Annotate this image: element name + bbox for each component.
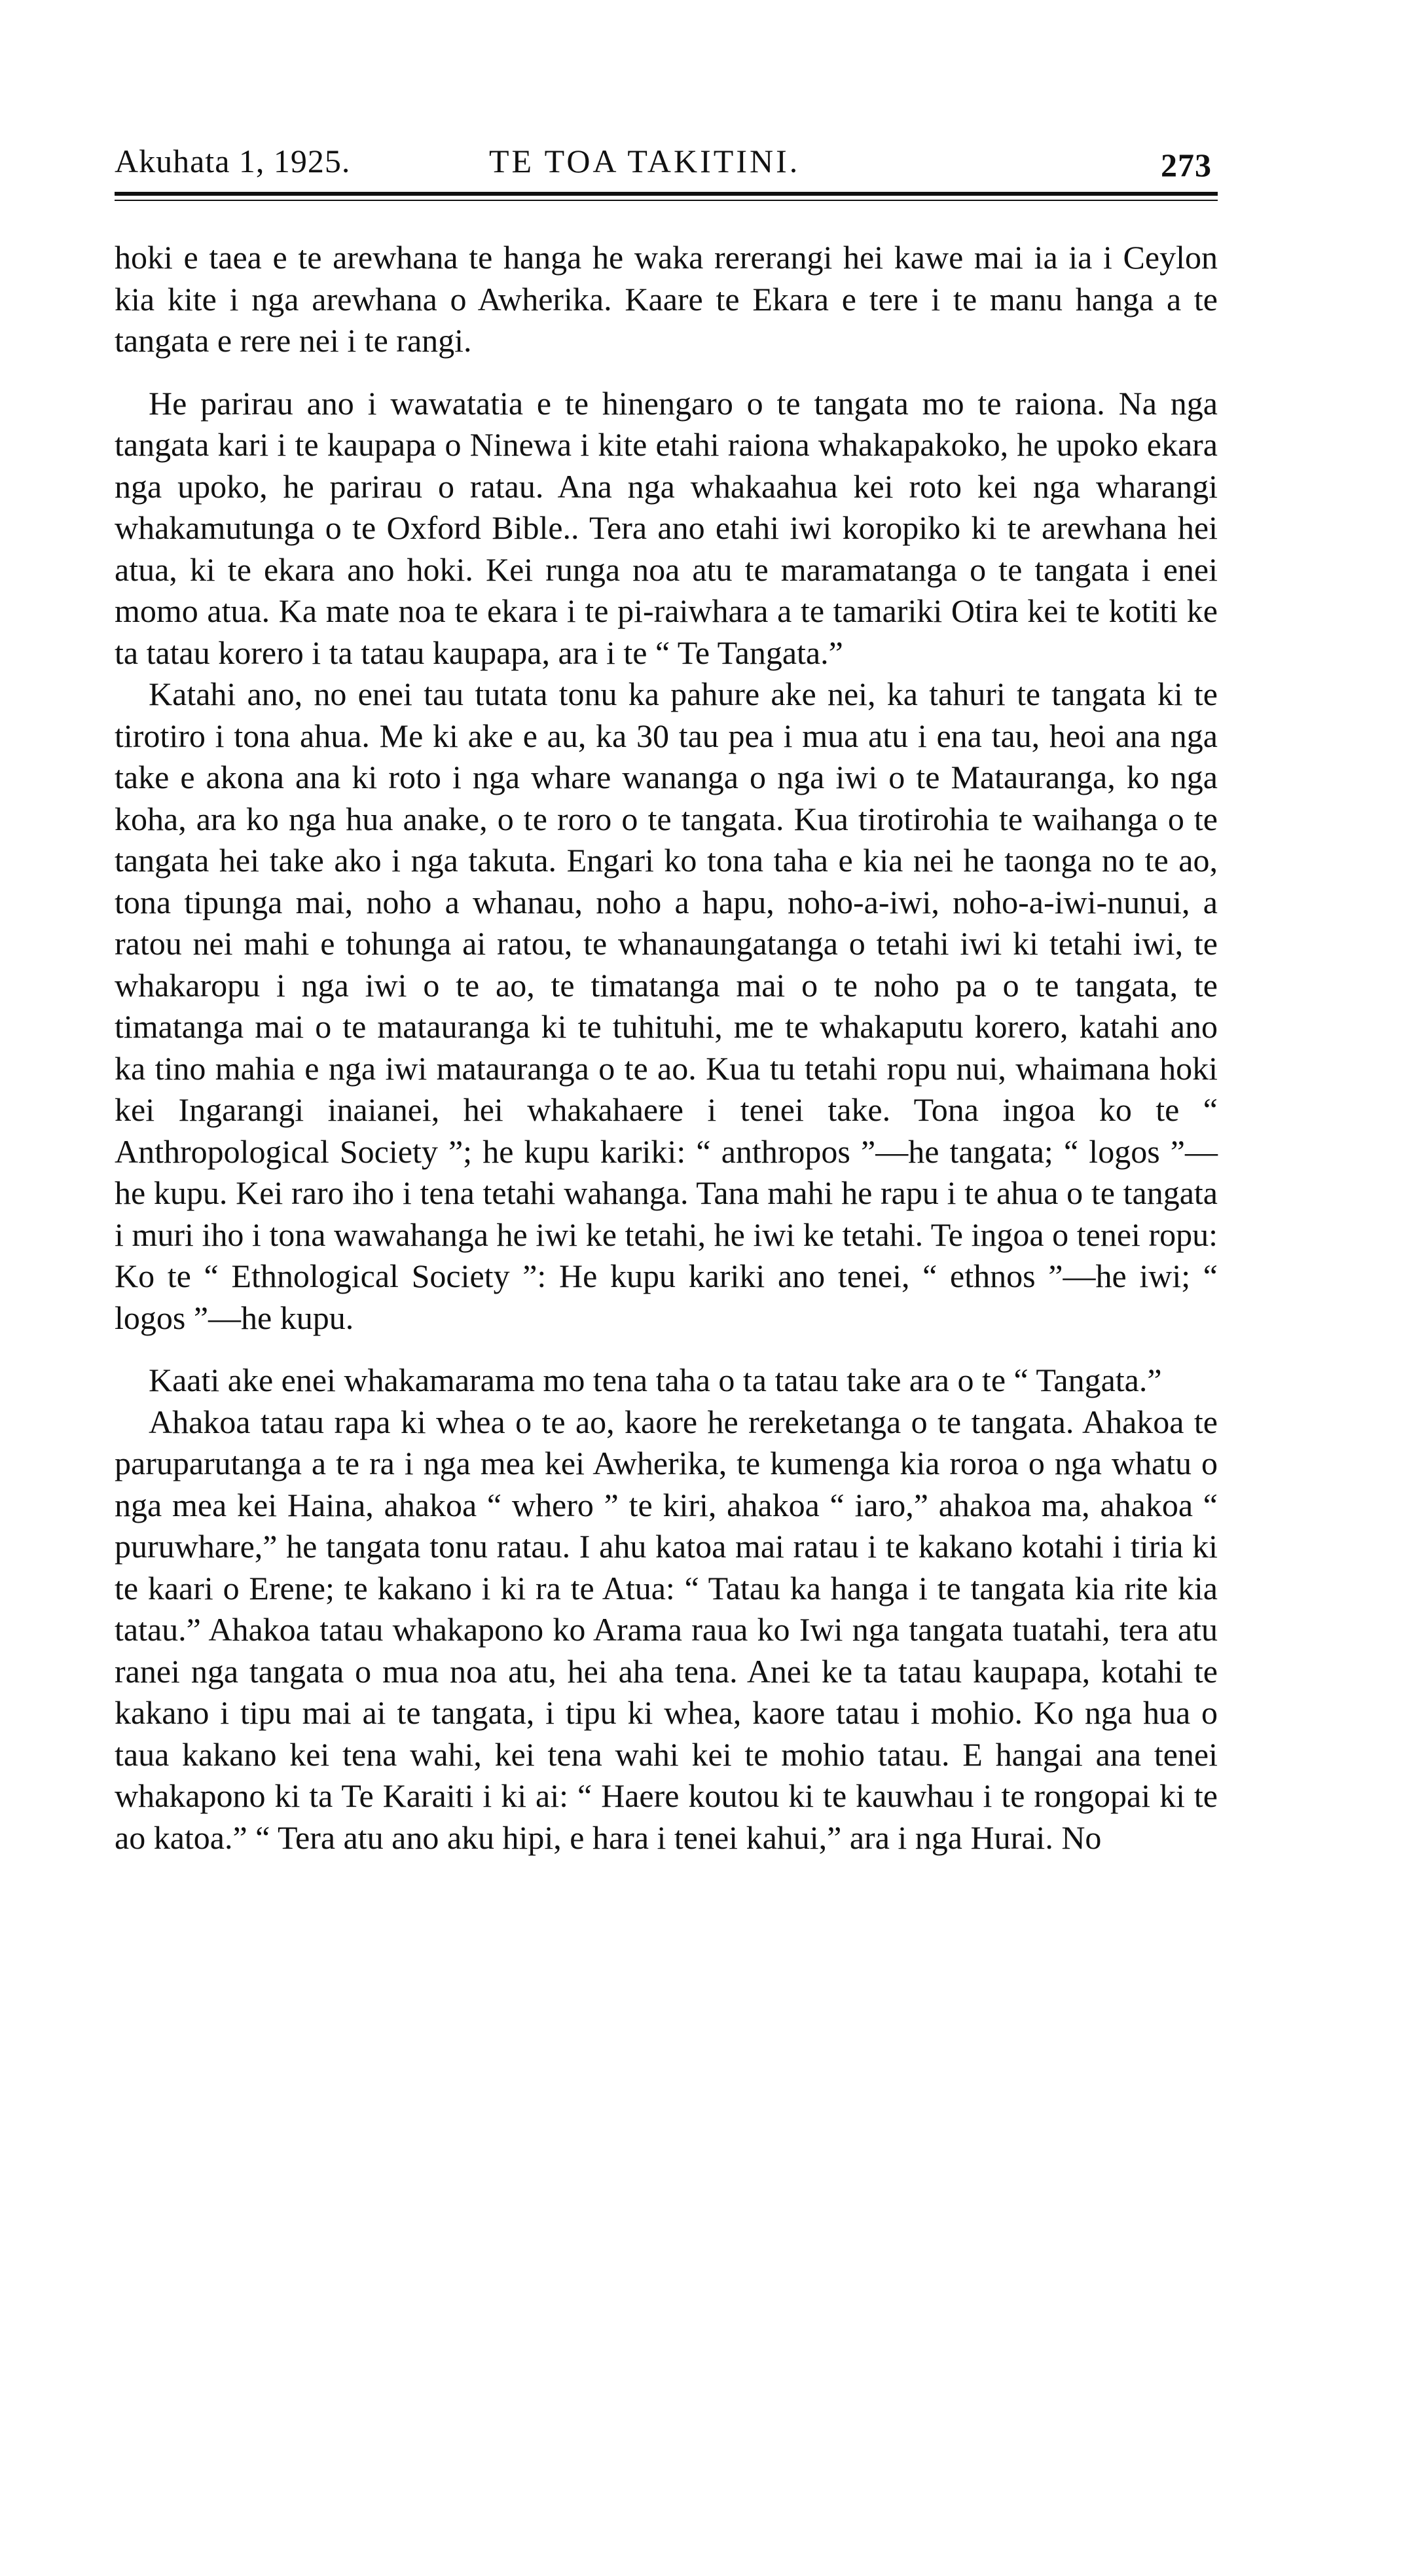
header-rule-thick [115, 192, 1218, 196]
publication-title: TE TOA TAKITINI. [489, 143, 801, 179]
header-rule-thin [115, 200, 1218, 201]
page-number: 273 [1161, 147, 1212, 183]
paragraph: Kaati ake enei whakamarama mo tena taha o ta tatau take ara o te “ Tangata.” [149, 1362, 1162, 1398]
issue-date: Akuhata 1, 1925. [115, 143, 351, 179]
body-text [115, 237, 1218, 1859]
paragraph-continuation: hoki e taea e te arewhana te hanga he waka rererangi hei kawe mai ia ia i Ceylon kia kite i nga arewhana o Awherika. Kaare te Ekara e tere i te manu hanga a te tangata e rere nei i te rangi. [115, 239, 1218, 359]
paragraph: He parirau ano i wawatatia e te hinengaro o te tangata mo te raiona. Na nga tangata kari i te kaupapa o Ninewa i kite etahi raiona whakapakoko, he upoko ekara nga upoko, he parirau o ratau. Ana nga whakaahua kei roto kei nga wharangi whakamutunga o te Oxford Bible.. Tera ano etahi iwi koropiko ki te arewhana hei atua, ki te ekara ano hoki. Kei runga noa atu te maramatanga o te tangata i enei momo atua. Ka mate noa te ekara i te pi-raiwhara a te tamariki Otira kei te kotiti ke ta tatau korero i ta tatau kaupapa, ara i te “ Te Tangata.” [115, 384, 1218, 671]
paragraph: Ahakoa tatau rapa ki whea o te ao, kaore he rereketanga o te tangata. Ahakoa te paruparutanga a te ra i nga mea kei Awherika, te kumenga kia roroa o nga whatu o nga mea kei Haina, ahakoa “ whero ” te kiri, ahakoa “ iaro,” ahakoa ma, ahakoa “ puruwhare,” he tangata tonu ratau. I ahu katoa mai ratau i te kakano kotahi i tiria ki te kaari o Erene; te kakano i ki ra te Atua: “ Tatau ka hanga i te tangata kia rite kia tatau.” Ahakoa tatau whakapono ko Arama raua ko Iwi nga tangata tuatahi, tera atu ranei nga tangata o mua noa atu, hei aha tena. Anei ke ta tatau kaupapa, kotahi te kakano i tipu mai ai te tangata, i tipu ki whea, kaore tatau i mohio. Ko nga hua o taua kakano kei tena wahi, kei tena wahi kei te mohio tatau. E hangai ana tenei whakapono ki ta Te Karaiti i ki ai: “ Haere koutou ki te kauwhau i te rongopai ki te ao katoa.” “ Tera atu ano aku hipi, e hara i tenei kahui,” ara i nga Hurai. No [115, 1403, 1218, 1856]
paragraph: Katahi ano, no enei tau tutata tonu ka pahure ake nei, ka tahuri te tangata ki te tirotiro i tona ahua. Me ki ake e au, ka 30 tau pea i mua atu i ena tau, heoi ana nga take e akona ana ki roto i nga whare wananga o nga iwi o te Matauranga, ko nga koha, ara ko nga hua anake, o te roro o te tangata. Kua tirotirohia te waihanga o te tangata hei take ako i nga takuta. Engari ko tona taha e kia nei he taonga no te ao, tona tipunga mai, noho a whanau, noho a hapu, noho-a-iwi, noho-a-iwi-nunui, a ratou nei mahi e tohunga ai ratou, te whanaungatanga o tetahi iwi ki tetahi iwi, te whakaropu i nga iwi o te ao, te timatanga mai o te noho pa o te tangata, te timatanga mai o te matauranga ki te tuhituhi, me te whakaputu korero, katahi ano ka tino mahia e nga iwi matauranga o te ao. Kua tu tetahi ropu nui, whaimana hoki kei Ingarangi inaianei, hei whakahaere i tenei take. Tona ingoa ko te “ Anthropological Society ”; he kupu kariki: “ anthropos ”—he tangata; “ logos ”—he kupu. Kei raro iho i tena tetahi wahanga. Tana mahi he rapu i te ahua o te tangata i muri iho i tona wawahanga he iwi ke tetahi, he iwi ke tetahi. Te ingoa o tenei ropu: Ko te “ Ethnological Society ”: He kupu kariki ano tenei, “ ethnos ”—he iwi; “ logos ”—he kupu. [115, 676, 1218, 1336]
running-header [115, 134, 1214, 187]
